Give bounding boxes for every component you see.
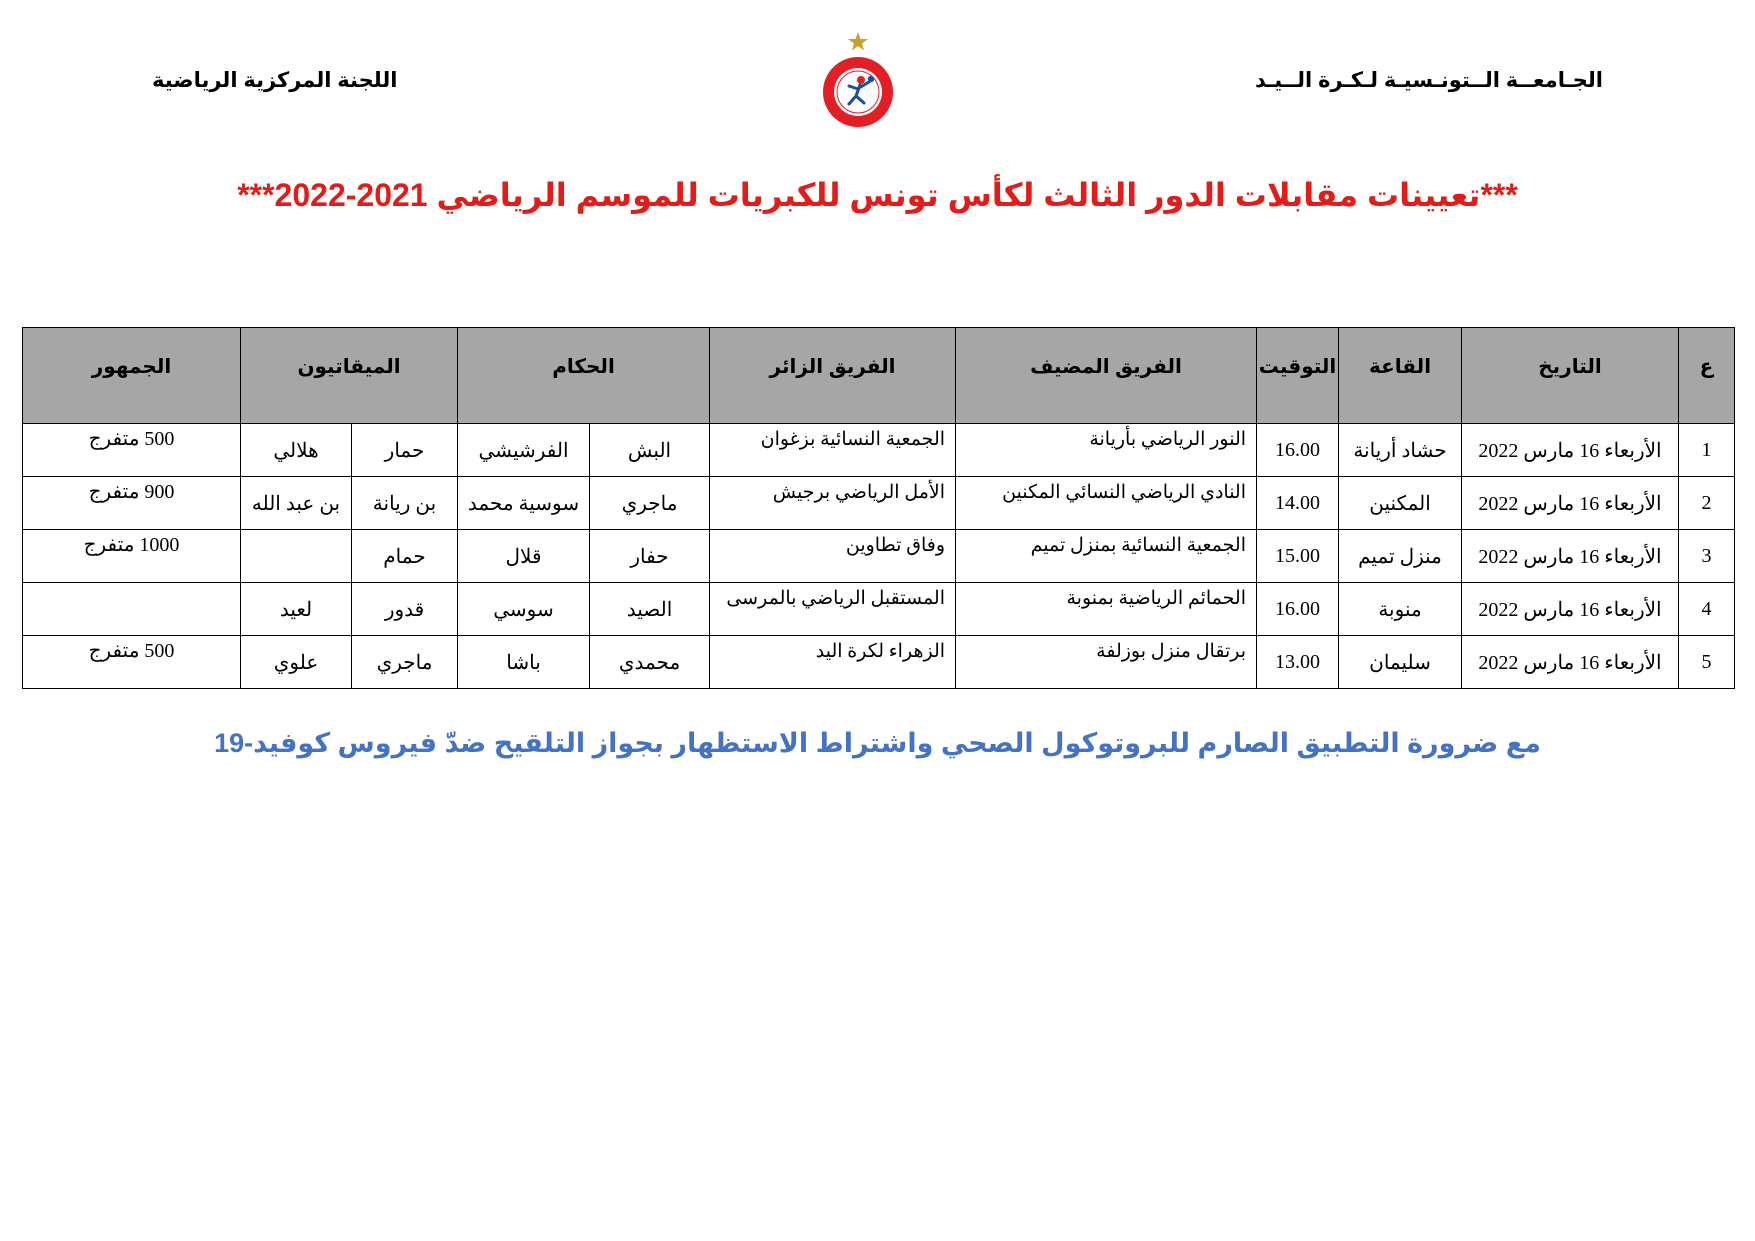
cell-timekeeper-2: علوي	[241, 636, 352, 689]
cell-away-team: الأمل الرياضي برجيش	[710, 477, 956, 530]
cell-timekeeper-2: بن عبد الله	[241, 477, 352, 530]
cell-home-team: النور الرياضي بأريانة	[956, 424, 1257, 477]
cell-time: 13.00	[1257, 636, 1339, 689]
cell-num: 5	[1679, 636, 1735, 689]
cell-timekeeper-2	[241, 530, 352, 583]
cell-audience	[23, 583, 241, 636]
table-row	[23, 530, 1735, 583]
cell-referee-2: سوسية محمد	[458, 477, 590, 530]
cell-num: 2	[1679, 477, 1735, 530]
cell-referee-1: حفار	[590, 530, 710, 583]
cell-date: الأربعاء 16 مارس 2022	[1462, 530, 1679, 583]
federation-emblem-icon	[813, 30, 903, 130]
cell-referee-2: قلال	[458, 530, 590, 583]
cell-referee-1: محمدي	[590, 636, 710, 689]
col-away-header: الفريق الزائر	[710, 328, 956, 424]
cell-num: 4	[1679, 583, 1735, 636]
col-hall-header: القاعة	[1339, 328, 1462, 424]
cell-audience: 500 متفرج	[23, 636, 241, 689]
cell-away-team: الجمعية النسائية بزغوان	[710, 424, 956, 477]
cell-hall: منوبة	[1339, 583, 1462, 636]
cell-referee-1: الصيد	[590, 583, 710, 636]
cell-timekeeper-2: لعيد	[241, 583, 352, 636]
cell-away-team: وفاق تطاوين	[710, 530, 956, 583]
cell-time: 15.00	[1257, 530, 1339, 583]
table-row	[23, 583, 1735, 636]
cell-timekeeper-1: ماجري	[352, 636, 458, 689]
cell-hall: حشاد أريانة	[1339, 424, 1462, 477]
cell-audience: 900 متفرج	[23, 477, 241, 530]
cell-date: الأربعاء 16 مارس 2022	[1462, 424, 1679, 477]
cell-hall: سليمان	[1339, 636, 1462, 689]
col-home-header: الفريق المضيف	[956, 328, 1257, 424]
col-audience-header: الجمهور	[23, 328, 241, 424]
cell-home-team: النادي الرياضي النسائي المكنين	[956, 477, 1257, 530]
cell-date: الأربعاء 16 مارس 2022	[1462, 477, 1679, 530]
federation-name: الجـامعــة الــتونـسيـة لـكـرة الــيـد	[1254, 69, 1603, 92]
cell-time: 16.00	[1257, 424, 1339, 477]
cell-referee-1: البش	[590, 424, 710, 477]
table-row	[23, 477, 1735, 530]
table-header-row	[23, 328, 1735, 424]
cell-referee-1: ماجري	[590, 477, 710, 530]
cell-timekeeper-1: بن ريانة	[352, 477, 458, 530]
col-timekeepers-header: الميقاتيون	[241, 328, 458, 424]
cell-away-team: المستقبل الرياضي بالمرسى	[710, 583, 956, 636]
cell-referee-2: سوسي	[458, 583, 590, 636]
col-time-header: التوقيت	[1257, 328, 1339, 424]
cell-audience: 1000 متفرج	[23, 530, 241, 583]
cell-home-team: الحمائم الرياضية بمنوبة	[956, 583, 1257, 636]
cell-timekeeper-1: حمار	[352, 424, 458, 477]
cell-timekeeper-1: قدور	[352, 583, 458, 636]
page-title: ***تعيينات مقابلات الدور الثالث لكأس تونس للكبريات للموسم الرياضي 2021-2022***	[237, 177, 1518, 213]
table-row	[23, 424, 1735, 477]
cell-num: 1	[1679, 424, 1735, 477]
cell-time: 14.00	[1257, 477, 1339, 530]
cell-away-team: الزهراء لكرة اليد	[710, 636, 956, 689]
committee-name: اللجنة المركزية الرياضية	[152, 69, 398, 92]
table-row	[23, 636, 1735, 689]
cell-date: الأربعاء 16 مارس 2022	[1462, 636, 1679, 689]
cell-home-team: برتقال منزل بوزلفة	[956, 636, 1257, 689]
cell-timekeeper-2: هلالي	[241, 424, 352, 477]
col-num-header: ع	[1679, 328, 1735, 424]
cell-hall: المكنين	[1339, 477, 1462, 530]
cell-time: 16.00	[1257, 583, 1339, 636]
cell-referee-2: باشا	[458, 636, 590, 689]
cell-date: الأربعاء 16 مارس 2022	[1462, 583, 1679, 636]
health-protocol-note: مع ضرورة التطبيق الصارم للبروتوكول الصحي واشتراط الاستظهار بجواز التلقيح ضدّ فيروس كوفيد-19	[214, 728, 1541, 758]
cell-timekeeper-1: حمام	[352, 530, 458, 583]
matches-table	[22, 327, 1735, 689]
cell-home-team: الجمعية النسائية بمنزل تميم	[956, 530, 1257, 583]
cell-referee-2: الفرشيشي	[458, 424, 590, 477]
col-date-header: التاريخ	[1462, 328, 1679, 424]
cell-audience: 500 متفرج	[23, 424, 241, 477]
cell-num: 3	[1679, 530, 1735, 583]
cell-hall: منزل تميم	[1339, 530, 1462, 583]
col-referees-header: الحكام	[458, 328, 710, 424]
